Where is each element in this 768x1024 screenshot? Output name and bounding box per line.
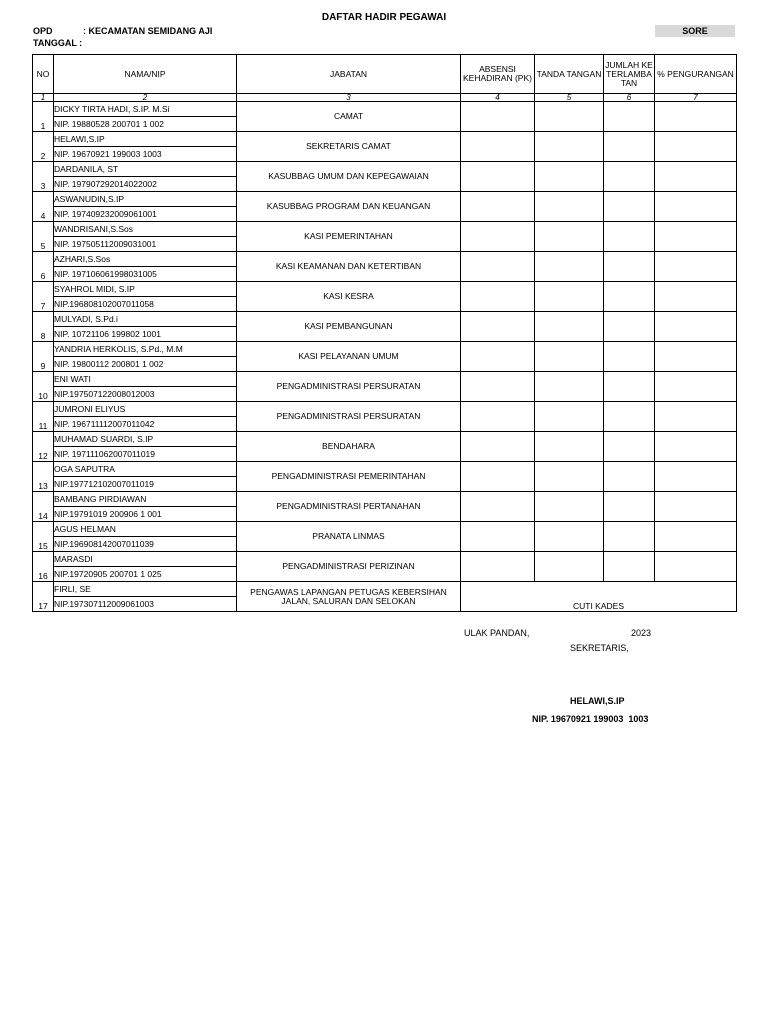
- employee-position: KASI PEMBANGUNAN: [237, 312, 461, 342]
- table-row: [33, 102, 737, 117]
- tanggal-label: TANGGAL :: [33, 38, 83, 48]
- employee-name: ASWANUDIN,S.IP: [54, 192, 237, 207]
- deduction-cell: [655, 342, 737, 372]
- row-number: 11: [33, 402, 54, 432]
- document-title: DAFTAR HADIR PEGAWAI: [321, 12, 447, 23]
- employee-nip: NIP.197712102007011019: [54, 477, 237, 492]
- signer-role: SEKRETARIS,: [570, 643, 629, 653]
- attendance-cell: [461, 462, 535, 492]
- signature-cell: [535, 102, 604, 132]
- lateness-cell: [604, 222, 655, 252]
- column-number: 7: [655, 94, 737, 102]
- opd-value: : KECAMATAN SEMIDANG AJI: [83, 26, 213, 36]
- row-number: 14: [33, 492, 54, 522]
- employee-name: HELAWI,S.IP: [54, 132, 237, 147]
- col-jumlah-header: JUMLAH KETERLAMBATAN: [604, 55, 655, 94]
- column-number: 2: [54, 94, 237, 102]
- lateness-cell: [604, 462, 655, 492]
- lateness-cell: [604, 102, 655, 132]
- column-number: 6: [604, 94, 655, 102]
- employee-name: OGA SAPUTRA: [54, 462, 237, 477]
- employee-name: AGUS HELMAN: [54, 522, 237, 537]
- employee-position: SEKRETARIS CAMAT: [237, 132, 461, 162]
- employee-nip: NIP.19720905 200701 1 025: [54, 567, 237, 582]
- row-number: 16: [33, 552, 54, 582]
- attendance-cell: [461, 132, 535, 162]
- deduction-cell: [655, 102, 737, 132]
- signature-cell: [535, 282, 604, 312]
- attendance-cell: [461, 282, 535, 312]
- row-number: 9: [33, 342, 54, 372]
- row-number: 2: [33, 132, 54, 162]
- table-row: [33, 342, 737, 357]
- deduction-cell: [655, 162, 737, 192]
- deduction-cell: [655, 282, 737, 312]
- attendance-cell: [461, 402, 535, 432]
- attendance-cell: [461, 372, 535, 402]
- employee-name: MARASDI: [54, 552, 237, 567]
- signature-place: ULAK PANDAN,: [464, 628, 530, 638]
- table-row: [33, 522, 737, 537]
- row-number: 12: [33, 432, 54, 462]
- employee-position: CAMAT: [237, 102, 461, 132]
- employee-name: SYAHROL MIDI, S.IP: [54, 282, 237, 297]
- lateness-cell: [604, 522, 655, 552]
- col-nama-header: NAMA/NIP: [54, 55, 237, 94]
- table-row: [33, 492, 737, 507]
- signer-name: HELAWI,S.IP: [570, 696, 625, 706]
- lateness-cell: [604, 252, 655, 282]
- employee-position: PENGADMINISTRASI PERSURATAN: [237, 372, 461, 402]
- row-number: 6: [33, 252, 54, 282]
- session-badge: SORE: [655, 25, 735, 37]
- employee-nip: NIP. 197505112009031001: [54, 237, 237, 252]
- employee-nip: NIP.196808102007011058: [54, 297, 237, 312]
- employee-nip: NIP. 197409232009061001: [54, 207, 237, 222]
- signature-cell: [535, 522, 604, 552]
- table-row: [33, 252, 737, 267]
- deduction-cell: [655, 462, 737, 492]
- deduction-cell: [655, 402, 737, 432]
- table-header-row: [33, 55, 737, 94]
- attendance-cell: [461, 162, 535, 192]
- employee-position: PENGADMINISTRASI PEMERINTAHAN: [237, 462, 461, 492]
- deduction-cell: [655, 552, 737, 582]
- attendance-cell: [461, 102, 535, 132]
- signature-cell: [535, 162, 604, 192]
- col-absensi-header: ABSENSI KEHADIRAN (PK): [461, 55, 535, 94]
- table-row: [33, 312, 737, 327]
- signature-cell: [535, 312, 604, 342]
- employee-nip: NIP. 10721106 199802 1001: [54, 327, 237, 342]
- row-number: 1: [33, 102, 54, 132]
- lateness-cell: [604, 342, 655, 372]
- employee-name: AZHARI,S.Sos: [54, 252, 237, 267]
- employee-name: DICKY TIRTA HADI, S.IP. M.Si: [54, 102, 237, 117]
- employee-position: PENGADMINISTRASI PERIZINAN: [237, 552, 461, 582]
- employee-nip: NIP.196908142007011039: [54, 537, 237, 552]
- lateness-cell: [604, 402, 655, 432]
- employee-nip: NIP. 19800112 200801 1 002: [54, 357, 237, 372]
- employee-position: PRANATA LINMAS: [237, 522, 461, 552]
- table-row: [33, 432, 737, 447]
- row-number: 5: [33, 222, 54, 252]
- employee-position: PENGAWAS LAPANGAN PETUGAS KEBERSIHAN JALAN, SALURAN DAN SELOKAN: [237, 582, 461, 612]
- row-number: 7: [33, 282, 54, 312]
- employee-position: KASI KESRA: [237, 282, 461, 312]
- attendance-cell: [461, 192, 535, 222]
- signer-nip: NIP. 19670921 199003 1003: [532, 714, 649, 724]
- employee-nip: NIP. 197111062007011019: [54, 447, 237, 462]
- employee-position: KASI PELAYANAN UMUM: [237, 342, 461, 372]
- employee-name: WANDRISANI,S.Sos: [54, 222, 237, 237]
- employee-name: ENI WATI: [54, 372, 237, 387]
- col-pengurangan-header: % PENGURANGAN: [655, 55, 737, 94]
- employee-nip: NIP. 197907292014022002: [54, 177, 237, 192]
- employee-name: JUMRONI ELIYUS: [54, 402, 237, 417]
- attendance-cell: [461, 252, 535, 282]
- employee-position: PENGADMINISTRASI PERTANAHAN: [237, 492, 461, 522]
- employee-name: MUHAMAD SUARDI, S.IP: [54, 432, 237, 447]
- table-row: [33, 582, 737, 597]
- signature-cell: [535, 192, 604, 222]
- employee-position: KASI PEMERINTAHAN: [237, 222, 461, 252]
- lateness-cell: [604, 192, 655, 222]
- lateness-cell: [604, 372, 655, 402]
- employee-name: BAMBANG PIRDIAWAN: [54, 492, 237, 507]
- signature-cell: [535, 552, 604, 582]
- lateness-cell: [604, 282, 655, 312]
- deduction-cell: [655, 252, 737, 282]
- attendance-cell: [461, 432, 535, 462]
- leave-note: CUTI KADES: [461, 582, 737, 612]
- employee-nip: NIP.197307112009061003: [54, 597, 237, 612]
- attendance-cell: [461, 222, 535, 252]
- lateness-cell: [604, 162, 655, 192]
- employee-name: MULYADI, S.Pd.i: [54, 312, 237, 327]
- row-number: 3: [33, 162, 54, 192]
- attendance-rows: [33, 102, 737, 612]
- employee-position: BENDAHARA: [237, 432, 461, 462]
- signature-cell: [535, 252, 604, 282]
- employee-name: FIRLI, SE: [54, 582, 237, 597]
- column-number: 3: [237, 94, 461, 102]
- row-number: 15: [33, 522, 54, 552]
- lateness-cell: [604, 432, 655, 462]
- deduction-cell: [655, 492, 737, 522]
- deduction-cell: [655, 222, 737, 252]
- signature-cell: [535, 402, 604, 432]
- deduction-cell: [655, 522, 737, 552]
- column-number: 1: [33, 94, 54, 102]
- table-row: [33, 372, 737, 387]
- deduction-cell: [655, 372, 737, 402]
- signature-cell: [535, 132, 604, 162]
- employee-nip: NIP. 197106061998031005: [54, 267, 237, 282]
- deduction-cell: [655, 192, 737, 222]
- attendance-cell: [461, 522, 535, 552]
- col-no-header: NO: [33, 55, 54, 94]
- signature-cell: [535, 342, 604, 372]
- employee-nip: NIP.197507122008012003: [54, 387, 237, 402]
- employee-nip: NIP. 196711112007011042: [54, 417, 237, 432]
- attendance-table: [32, 54, 737, 612]
- row-number: 8: [33, 312, 54, 342]
- column-number: 5: [535, 94, 604, 102]
- signature-cell: [535, 372, 604, 402]
- lateness-cell: [604, 552, 655, 582]
- employee-name: YANDRIA HERKOLIS, S.Pd., M.M: [54, 342, 237, 357]
- table-row: [33, 222, 737, 237]
- row-number: 4: [33, 192, 54, 222]
- attendance-cell: [461, 492, 535, 522]
- col-jabatan-header: JABATAN: [237, 55, 461, 94]
- deduction-cell: [655, 432, 737, 462]
- table-row: [33, 132, 737, 147]
- table-row: [33, 462, 737, 477]
- row-number: 10: [33, 372, 54, 402]
- deduction-cell: [655, 312, 737, 342]
- signature-cell: [535, 222, 604, 252]
- employee-nip: NIP. 19670921 199003 1003: [54, 147, 237, 162]
- table-row: [33, 282, 737, 297]
- deduction-cell: [655, 132, 737, 162]
- column-number: 4: [461, 94, 535, 102]
- table-row: [33, 402, 737, 417]
- lateness-cell: [604, 312, 655, 342]
- lateness-cell: [604, 132, 655, 162]
- employee-position: PENGADMINISTRASI PERSURATAN: [237, 402, 461, 432]
- column-number-row: [33, 94, 737, 102]
- signature-cell: [535, 432, 604, 462]
- employee-position: KASUBBAG UMUM DAN KEPEGAWAIAN: [237, 162, 461, 192]
- opd-label: OPD: [33, 26, 53, 36]
- employee-nip: NIP. 19880528 200701 1 002: [54, 117, 237, 132]
- attendance-cell: [461, 342, 535, 372]
- table-row: [33, 192, 737, 207]
- signature-cell: [535, 492, 604, 522]
- col-tanda-tangan-header: TANDA TANGAN: [535, 55, 604, 94]
- row-number: 17: [33, 582, 54, 612]
- lateness-cell: [604, 492, 655, 522]
- signature-year: 2023: [631, 628, 652, 638]
- attendance-cell: [461, 312, 535, 342]
- signature-cell: [535, 462, 604, 492]
- row-number: 13: [33, 462, 54, 492]
- employee-nip: NIP.19791019 200906 1 001: [54, 507, 237, 522]
- table-row: [33, 552, 737, 567]
- employee-position: KASUBBAG PROGRAM DAN KEUANGAN: [237, 192, 461, 222]
- employee-position: KASI KEAMANAN DAN KETERTIBAN: [237, 252, 461, 282]
- employee-name: DARDANILA, ST: [54, 162, 237, 177]
- table-row: [33, 162, 737, 177]
- attendance-cell: [461, 552, 535, 582]
